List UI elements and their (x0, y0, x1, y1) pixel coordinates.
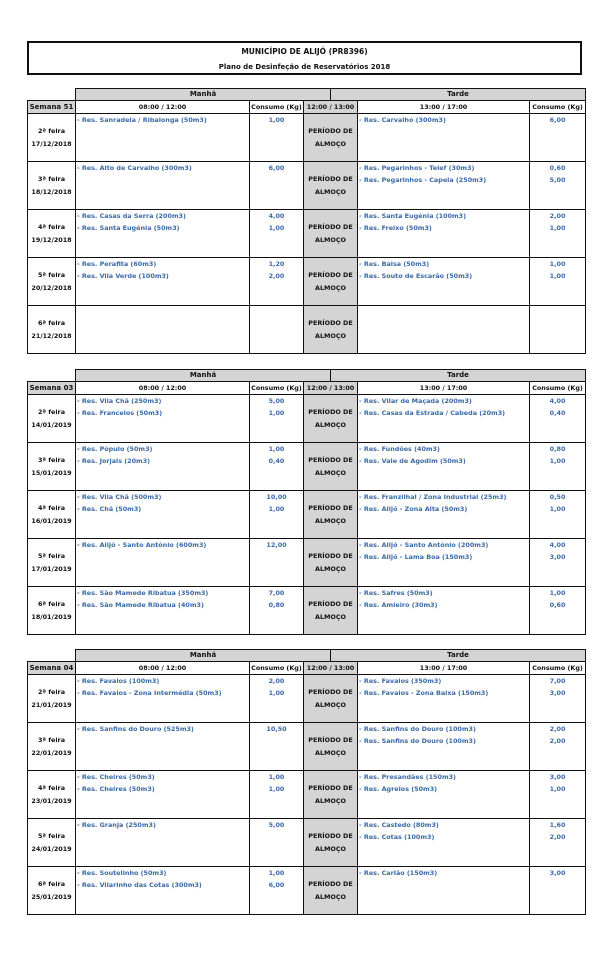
afternoon-consumo (530, 587, 586, 635)
morning-consumo (250, 306, 304, 354)
lunch-label-line2: ALMOÇO (315, 564, 346, 573)
lunch-period-cell (304, 443, 358, 491)
reservoir-item: - Res. Amieiro (30m3) (359, 601, 438, 609)
reservoir-item: - Res. Sanfins do Douro (100m3) (359, 737, 476, 745)
lunch-period-cell (304, 771, 358, 819)
lunch-time-header: 12:00 / 13:00 (304, 382, 358, 395)
consumo-value: 0,80 (549, 445, 566, 453)
lunch-period-cell (304, 114, 358, 162)
day-row (28, 771, 586, 819)
lunch-period-cell (304, 210, 358, 258)
lunch-label-line2: ALMOÇO (315, 700, 346, 709)
lunch-label-line1: PERÍODO DE (308, 222, 353, 231)
morning-time-header: 08:00 / 12:00 (76, 101, 250, 114)
reservoir-item: - Res. Jorjais (20m3) (77, 457, 151, 465)
lunch-label-line1: PERÍODO DE (308, 318, 353, 327)
reservoir-item: - Res. Santa Eugénia (100m3) (359, 212, 467, 220)
lunch-label-line1: PERÍODO DE (308, 174, 353, 183)
lunch-label-line1: PERÍODO DE (308, 599, 353, 608)
lunch-label-line1: PERÍODO DE (308, 503, 353, 512)
morning-reservoirs (76, 491, 250, 539)
reservoir-item: - Res. Casas da Serra (200m3) (77, 212, 186, 220)
consumo-value: 2,00 (549, 737, 566, 745)
reservoir-item: - Res. Chã (50m3) (77, 505, 142, 513)
day-cell (28, 675, 76, 723)
weekday-label: 5ª feira (37, 270, 66, 279)
afternoon-consumo (530, 395, 586, 443)
reservoir-item: - Res. Cheires (50m3) (77, 773, 155, 781)
date-label: 16/01/2019 (31, 516, 72, 525)
morning-consumo (250, 114, 304, 162)
lunch-label-line2: ALMOÇO (315, 139, 346, 148)
afternoon-consumo (530, 867, 586, 915)
reservoir-item: - Res. Cheires (50m3) (77, 785, 155, 793)
day-row (28, 162, 586, 210)
reservoir-item: - Res. Balsa (50m3) (359, 260, 430, 268)
consumo-value: 2,00 (549, 725, 566, 733)
consumo-value: 4,00 (268, 212, 285, 220)
weekday-label: 4ª feira (37, 222, 66, 231)
afternoon-group-header: Tarde (331, 89, 586, 101)
lunch-period-cell (304, 539, 358, 587)
lunch-label-line2: ALMOÇO (315, 468, 346, 477)
consumo-value: 7,00 (549, 677, 566, 685)
day-row (28, 675, 586, 723)
day-cell (28, 819, 76, 867)
consumo-value: 1,00 (268, 505, 285, 513)
lunch-label-line1: PERÍODO DE (308, 735, 353, 744)
afternoon-consumo (530, 306, 586, 354)
afternoon-reservoirs (358, 306, 530, 354)
day-cell (28, 162, 76, 210)
afternoon-consumo (530, 114, 586, 162)
reservoir-item: - Res. Favaios - Zona Intermédia (50m3) (77, 689, 222, 697)
lunch-label-line1: PERÍODO DE (308, 407, 353, 416)
morning-consumo (250, 210, 304, 258)
reservoir-item: - Res. Vila Verde (100m3) (77, 272, 169, 280)
consumo-value: 1,00 (549, 505, 566, 513)
afternoon-reservoirs (358, 395, 530, 443)
week-table (27, 369, 586, 635)
consumo-value: 1,00 (549, 785, 566, 793)
consumo-value: 4,00 (549, 397, 566, 405)
consumo-value: 6,00 (549, 116, 566, 124)
lunch-label-line2: ALMOÇO (315, 283, 346, 292)
consumo-value: 4,00 (549, 541, 566, 549)
day-row (28, 723, 586, 771)
consumo-value: 0,40 (268, 457, 285, 465)
lunch-time-header: 12:00 / 13:00 (304, 662, 358, 675)
afternoon-reservoirs (358, 819, 530, 867)
date-label: 15/01/2019 (31, 468, 72, 477)
reservoir-item: - Res. Francelos (50m3) (77, 409, 163, 417)
consumo-value: 1,00 (549, 457, 566, 465)
reservoir-item: - Res. Cotas (100m3) (359, 833, 435, 841)
consumo-value: 1,00 (268, 224, 285, 232)
consumo-value: 5,00 (268, 397, 285, 405)
consumo-value: 2,00 (268, 677, 285, 685)
day-cell (28, 539, 76, 587)
weekday-label: 6ª feira (37, 599, 66, 608)
date-label: 17/01/2019 (31, 564, 72, 573)
afternoon-time-header: 13:00 / 17:00 (358, 101, 530, 114)
afternoon-time-header: 13:00 / 17:00 (358, 382, 530, 395)
consumo-value: 3,00 (549, 689, 566, 697)
reservoir-item: - Res. Freixo (50m3) (359, 224, 432, 232)
lunch-label-line2: ALMOÇO (315, 796, 346, 805)
reservoir-item: - Res. Castedo (80m3) (359, 821, 439, 829)
reservoir-item: - Res. Casas da Estrada / Cabeda (20m3) (359, 409, 506, 417)
morning-consumo (250, 491, 304, 539)
day-cell (28, 723, 76, 771)
consumo-value: 3,00 (549, 553, 566, 561)
reservoir-item: - Res. Fundões (40m3) (359, 445, 440, 453)
reservoir-item: - Res. Pegarinhos - Telef (30m3) (359, 164, 475, 172)
lunch-period-cell (304, 395, 358, 443)
afternoon-consumo (530, 443, 586, 491)
lunch-period-cell (304, 491, 358, 539)
reservoir-item: - Res. Carlão (150m3) (359, 869, 438, 877)
weekday-label: 3ª feira (37, 174, 66, 183)
day-row (28, 491, 586, 539)
date-label: 21/12/2018 (31, 331, 72, 340)
reservoir-item: - Res. Alijó - Santo António (600m3) (77, 541, 207, 549)
afternoon-consumo-header: Consumo (Kg) (530, 101, 586, 114)
afternoon-reservoirs (358, 114, 530, 162)
afternoon-reservoirs (358, 162, 530, 210)
afternoon-reservoirs (358, 258, 530, 306)
reservoir-item: - Res. Vila Chã (250m3) (77, 397, 162, 405)
date-label: 17/12/2018 (31, 139, 72, 148)
lunch-period-cell (304, 867, 358, 915)
consumo-value: 0,60 (549, 164, 566, 172)
lunch-period-cell (304, 587, 358, 635)
consumo-value: 10,00 (266, 493, 287, 501)
morning-group-header: Manhã (76, 650, 331, 662)
lunch-period-cell (304, 819, 358, 867)
lunch-label-line2: ALMOÇO (315, 748, 346, 757)
morning-consumo (250, 819, 304, 867)
lunch-label-line2: ALMOÇO (315, 612, 346, 621)
morning-group-header: Manhã (76, 370, 331, 382)
date-label: 23/01/2019 (31, 796, 72, 805)
afternoon-consumo (530, 771, 586, 819)
morning-reservoirs (76, 210, 250, 258)
afternoon-consumo (530, 723, 586, 771)
consumo-value: 2,00 (268, 272, 285, 280)
lunch-label-line2: ALMOÇO (315, 235, 346, 244)
weekday-label: 2ª feira (37, 126, 66, 135)
reservoir-item: - Res. Granja (250m3) (77, 821, 156, 829)
reservoir-item: - Res. Pópulo (50m3) (77, 445, 153, 453)
afternoon-reservoirs (358, 587, 530, 635)
afternoon-reservoirs (358, 210, 530, 258)
morning-reservoirs (76, 723, 250, 771)
afternoon-consumo (530, 491, 586, 539)
lunch-label-line2: ALMOÇO (315, 331, 346, 340)
week-table (27, 88, 586, 354)
day-row (28, 867, 586, 915)
morning-reservoirs (76, 114, 250, 162)
date-label: 20/12/2018 (31, 283, 72, 292)
day-cell (28, 491, 76, 539)
reservoir-item: - Res. Favaios - Zona Baixa (150m3) (359, 689, 489, 697)
consumo-value: 5,00 (549, 176, 566, 184)
afternoon-time-header: 13:00 / 17:00 (358, 662, 530, 675)
consumo-value: 1,00 (268, 689, 285, 697)
morning-consumo (250, 771, 304, 819)
date-label: 19/12/2018 (31, 235, 72, 244)
day-row (28, 587, 586, 635)
afternoon-reservoirs (358, 771, 530, 819)
weekday-label: 2ª feira (37, 407, 66, 416)
reservoir-item: - Res. Sanfins do Douro (525m3) (77, 725, 194, 733)
reservoir-item: - Res. Alijó - Zona Alta (50m3) (359, 505, 468, 513)
morning-reservoirs (76, 675, 250, 723)
consumo-value: 1,20 (268, 260, 285, 268)
week-label: Semana 03 (28, 382, 76, 395)
document-title-box (27, 41, 582, 75)
morning-consumo-header: Consumo (Kg) (250, 101, 304, 114)
consumo-value: 7,00 (268, 589, 285, 597)
afternoon-consumo (530, 162, 586, 210)
consumo-value: 1,00 (268, 785, 285, 793)
reservoir-item: - Res. Santa Eugénia (50m3) (77, 224, 180, 232)
day-cell (28, 587, 76, 635)
morning-reservoirs (76, 162, 250, 210)
date-label: 25/01/2019 (31, 892, 72, 901)
lunch-label-line1: PERÍODO DE (308, 831, 353, 840)
consumo-value: 0,80 (268, 601, 285, 609)
morning-reservoirs (76, 443, 250, 491)
morning-consumo (250, 539, 304, 587)
afternoon-consumo-header: Consumo (Kg) (530, 382, 586, 395)
consumo-value: 0,40 (549, 409, 566, 417)
reservoir-item: - Res. Alto de Carvalho (300m3) (77, 164, 192, 172)
afternoon-group-header: Tarde (331, 650, 586, 662)
lunch-label-line1: PERÍODO DE (308, 783, 353, 792)
week-table (27, 649, 586, 915)
day-cell (28, 210, 76, 258)
reservoir-item: - Res. São Mamede Ribatua (350m3) (77, 589, 209, 597)
consumo-value: 1,00 (268, 409, 285, 417)
consumo-value: 1,00 (268, 116, 285, 124)
morning-consumo (250, 258, 304, 306)
day-row (28, 306, 586, 354)
consumo-value: 3,00 (549, 869, 566, 877)
lunch-label-line2: ALMOÇO (315, 420, 346, 429)
consumo-value: 3,00 (549, 773, 566, 781)
date-label: 18/01/2019 (31, 612, 72, 621)
morning-consumo (250, 867, 304, 915)
lunch-label-line1: PERÍODO DE (308, 126, 353, 135)
morning-reservoirs (76, 867, 250, 915)
consumo-value: 2,00 (549, 833, 566, 841)
reservoir-item: - Res. Pegarinhos - Capela (250m3) (359, 176, 487, 184)
consumo-value: 1,00 (549, 260, 566, 268)
lunch-label-line2: ALMOÇO (315, 187, 346, 196)
consumo-value: 6,00 (268, 881, 285, 889)
morning-reservoirs (76, 771, 250, 819)
blank-corner (28, 650, 76, 662)
day-cell (28, 114, 76, 162)
reservoir-item: - Res. Soutelinho (50m3) (77, 869, 167, 877)
reservoir-item: - Res. Carvalho (300m3) (359, 116, 446, 124)
afternoon-consumo (530, 210, 586, 258)
day-row (28, 395, 586, 443)
weekday-label: 4ª feira (37, 783, 66, 792)
afternoon-consumo (530, 819, 586, 867)
afternoon-consumo-header: Consumo (Kg) (530, 662, 586, 675)
consumo-value: 1,00 (549, 224, 566, 232)
lunch-period-cell (304, 675, 358, 723)
day-row (28, 210, 586, 258)
weekday-label: 2ª feira (37, 687, 66, 696)
morning-reservoirs (76, 395, 250, 443)
day-row (28, 539, 586, 587)
weekday-label: 6ª feira (37, 879, 66, 888)
lunch-label-line2: ALMOÇO (315, 516, 346, 525)
date-label: 14/01/2019 (31, 420, 72, 429)
day-row (28, 114, 586, 162)
lunch-label-line1: PERÍODO DE (308, 455, 353, 464)
morning-group-header: Manhã (76, 89, 331, 101)
afternoon-consumo (530, 539, 586, 587)
reservoir-item: - Res. Perafita (60m3) (77, 260, 157, 268)
morning-consumo-header: Consumo (Kg) (250, 382, 304, 395)
consumo-value: 1,00 (268, 445, 285, 453)
day-cell (28, 771, 76, 819)
day-row (28, 443, 586, 491)
lunch-time-header: 12:00 / 13:00 (304, 101, 358, 114)
morning-consumo (250, 395, 304, 443)
morning-time-header: 08:00 / 12:00 (76, 382, 250, 395)
morning-time-header: 08:00 / 12:00 (76, 662, 250, 675)
document-subtitle: Plano de Desinfeção de Reservatórios 2018 (218, 63, 391, 71)
day-cell (28, 258, 76, 306)
morning-consumo (250, 675, 304, 723)
morning-consumo (250, 587, 304, 635)
reservoir-item: - Res. Alijó - Lama Boa (150m3) (359, 553, 473, 561)
consumo-value: 1,00 (549, 272, 566, 280)
weekday-label: 6ª feira (37, 318, 66, 327)
date-label: 21/01/2019 (31, 700, 72, 709)
reservoir-item: - Res. Vale de Agodim (50m3) (359, 457, 466, 465)
lunch-label-line1: PERÍODO DE (308, 551, 353, 560)
date-label: 18/12/2018 (31, 187, 72, 196)
afternoon-reservoirs (358, 675, 530, 723)
lunch-label-line1: PERÍODO DE (308, 687, 353, 696)
reservoir-item: - Res. Presandães (150m3) (359, 773, 456, 781)
morning-reservoirs (76, 306, 250, 354)
weekday-label: 3ª feira (37, 735, 66, 744)
afternoon-reservoirs (358, 867, 530, 915)
lunch-label-line2: ALMOÇO (315, 844, 346, 853)
morning-consumo (250, 162, 304, 210)
reservoir-item: - Res. Sanradela / Ribalonga (50m3) (77, 116, 207, 124)
morning-reservoirs (76, 539, 250, 587)
afternoon-reservoirs (358, 539, 530, 587)
date-label: 22/01/2019 (31, 748, 72, 757)
morning-reservoirs (76, 819, 250, 867)
reservoir-item: - Res. Favaios (350m3) (359, 677, 442, 685)
afternoon-reservoirs (358, 443, 530, 491)
lunch-label-line1: PERÍODO DE (308, 270, 353, 279)
morning-reservoirs (76, 587, 250, 635)
weekday-label: 3ª feira (37, 455, 66, 464)
blank-corner (28, 89, 76, 101)
day-row (28, 819, 586, 867)
day-cell (28, 395, 76, 443)
reservoir-item: - Res. Safres (50m3) (359, 589, 433, 597)
reservoir-item: - Res. Favaios (100m3) (77, 677, 160, 685)
lunch-label-line1: PERÍODO DE (308, 879, 353, 888)
blank-corner (28, 370, 76, 382)
day-cell (28, 443, 76, 491)
day-cell (28, 306, 76, 354)
reservoir-item: - Res. São Mamede Ribatua (40m3) (77, 601, 204, 609)
consumo-value: 0,50 (549, 493, 566, 501)
afternoon-reservoirs (358, 491, 530, 539)
consumo-value: 1,00 (549, 589, 566, 597)
lunch-period-cell (304, 306, 358, 354)
weekday-label: 4ª feira (37, 503, 66, 512)
morning-consumo-header: Consumo (Kg) (250, 662, 304, 675)
reservoir-item: - Res. Alijó - Santo António (200m3) (359, 541, 489, 549)
consumo-value: 0,60 (549, 601, 566, 609)
lunch-period-cell (304, 258, 358, 306)
reservoir-item: - Res. Sanfins do Douro (100m3) (359, 725, 476, 733)
reservoir-item: - Res. Souto de Escarão (50m3) (359, 272, 473, 280)
consumo-value: 5,00 (268, 821, 285, 829)
reservoir-item: - Res. Franzilhal / Zona Industrial (25m3) (359, 493, 507, 501)
morning-consumo (250, 723, 304, 771)
reservoir-item: - Res. Vilarinho das Cotas (300m3) (77, 881, 202, 889)
afternoon-reservoirs (358, 723, 530, 771)
consumo-value: 1,00 (268, 869, 285, 877)
afternoon-consumo (530, 258, 586, 306)
lunch-period-cell (304, 162, 358, 210)
week-label: Semana 04 (28, 662, 76, 675)
consumo-value: 1,00 (268, 773, 285, 781)
lunch-label-line2: ALMOÇO (315, 892, 346, 901)
consumo-value: 10,50 (266, 725, 287, 733)
consumo-value: 1,60 (549, 821, 566, 829)
afternoon-group-header: Tarde (331, 370, 586, 382)
morning-consumo (250, 443, 304, 491)
consumo-value: 6,00 (268, 164, 285, 172)
weekday-label: 5ª feira (37, 831, 66, 840)
reservoir-item: - Res. Vila Chã (500m3) (77, 493, 162, 501)
week-label: Semana 51 (28, 101, 76, 114)
afternoon-consumo (530, 675, 586, 723)
consumo-value: 12,00 (266, 541, 287, 549)
day-cell (28, 867, 76, 915)
date-label: 24/01/2019 (31, 844, 72, 853)
lunch-period-cell (304, 723, 358, 771)
weekday-label: 5ª feira (37, 551, 66, 560)
reservoir-item: - Res. Vilar de Maçada (200m3) (359, 397, 472, 405)
day-row (28, 258, 586, 306)
morning-reservoirs (76, 258, 250, 306)
reservoir-item: - Res. Agrelos (50m3) (359, 785, 438, 793)
document-title: MUNICÍPIO DE ALIJÓ (PR8396) (241, 47, 368, 56)
consumo-value: 2,00 (549, 212, 566, 220)
